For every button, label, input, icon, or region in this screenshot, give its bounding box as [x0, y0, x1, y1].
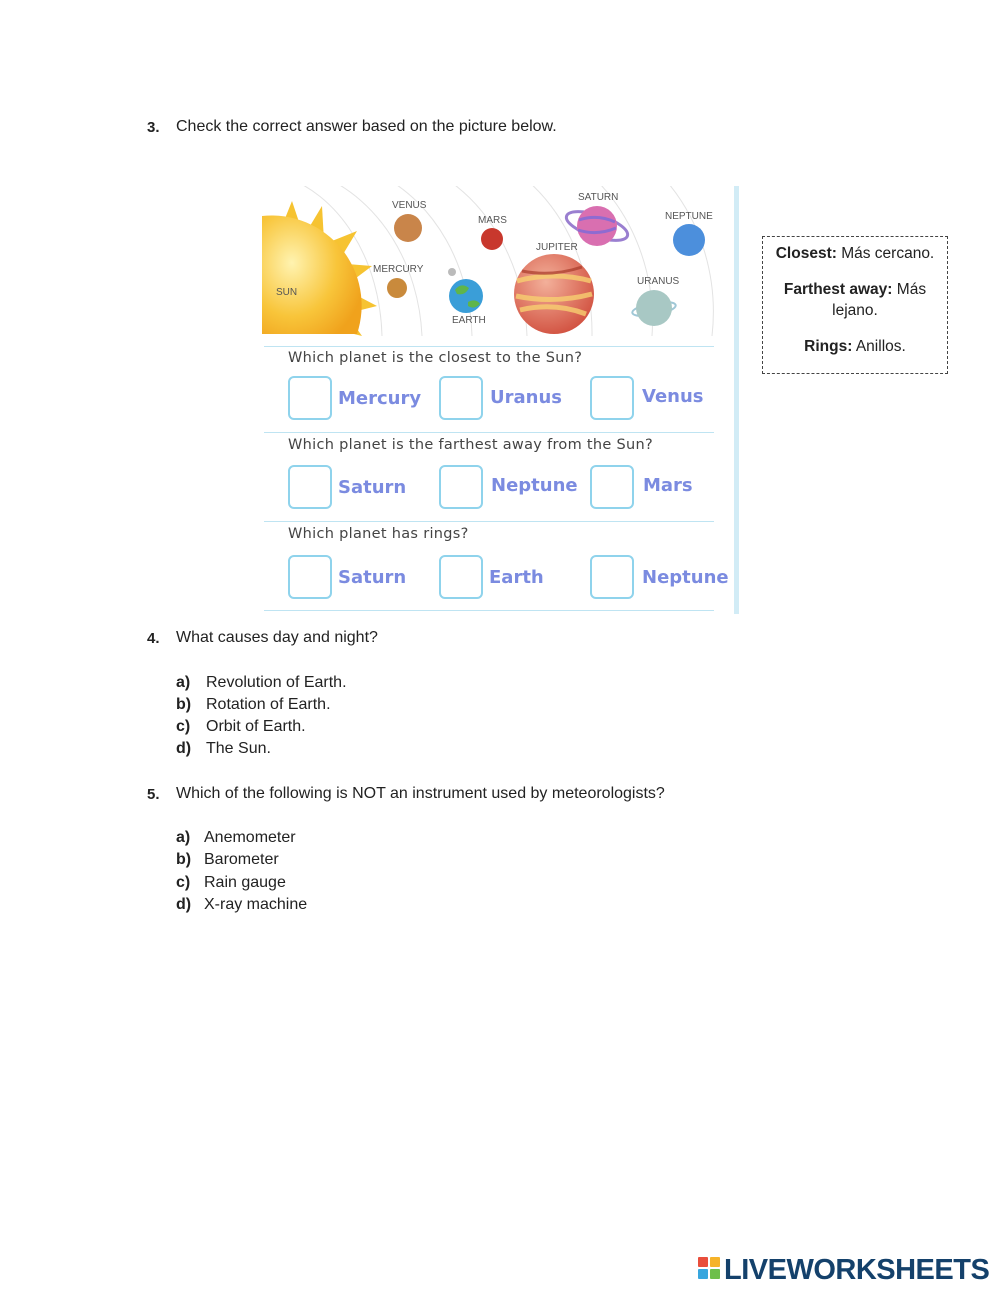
sun-label: SUN — [276, 287, 298, 298]
worksheet-divider — [264, 610, 714, 611]
earth-label: EARTH — [452, 315, 486, 326]
worksheet-divider — [264, 521, 714, 522]
worksheet-divider — [264, 432, 714, 433]
glossary-definition: Más cercano. — [841, 245, 935, 262]
neptune-graphic — [673, 224, 705, 256]
question-5-option-c[interactable] — [176, 874, 286, 892]
answer-label-neptune-farthest: Neptune — [491, 475, 578, 496]
glossary-definition: Anillos. — [855, 338, 906, 355]
glossary-item-closest — [771, 243, 939, 264]
answer-label-mercury: Mercury — [338, 388, 422, 409]
question-4-option-b[interactable] — [176, 696, 331, 714]
option-letter: a) — [176, 674, 191, 691]
mars-graphic — [481, 228, 503, 250]
jupiter-label: JUPITER — [536, 242, 578, 253]
question-5-number: 5. — [147, 786, 160, 803]
question-5-option-b[interactable] — [176, 851, 279, 869]
saturn-graphic — [563, 206, 631, 247]
answer-checkbox-neptune-rings[interactable] — [590, 555, 634, 599]
mercury-label: MERCURY — [373, 264, 424, 275]
glossary-definition: Más lejano. — [832, 281, 927, 319]
moon-graphic — [448, 268, 456, 276]
logo-text: LIVEWORKSHEETS — [724, 1254, 990, 1286]
question-4-text: What causes day and night? — [176, 629, 378, 646]
option-letter: a) — [176, 829, 191, 846]
worksheet-divider — [264, 346, 714, 347]
worksheet-question-2: Which planet is the farthest away from the Sun? — [288, 437, 654, 453]
question-5-option-d[interactable] — [176, 896, 307, 914]
answer-checkbox-saturn-farthest[interactable] — [288, 465, 332, 509]
option-letter: d) — [176, 896, 192, 913]
question-4-option-c[interactable] — [176, 718, 306, 736]
answer-checkbox-uranus[interactable] — [439, 376, 483, 420]
question-5-text: Which of the following is NOT an instrument used by meteorologists? — [176, 785, 665, 802]
option-text: The Sun. — [206, 740, 271, 757]
option-text: Rotation of Earth. — [206, 696, 331, 713]
option-letter: c) — [176, 718, 191, 735]
glossary-item-rings — [771, 336, 939, 357]
option-text: Orbit of Earth. — [206, 718, 306, 735]
answer-checkbox-mars[interactable] — [590, 465, 634, 509]
worksheet-edge — [734, 186, 739, 614]
worksheet-question-3: Which planet has rings? — [288, 526, 469, 542]
answer-label-uranus: Uranus — [490, 387, 562, 408]
question-3-text: Check the correct answer based on the picture below. — [176, 118, 557, 135]
question-4-option-d[interactable] — [176, 740, 271, 758]
glossary-item-farthest — [781, 279, 929, 321]
answer-checkbox-mercury[interactable] — [288, 376, 332, 420]
answer-checkbox-saturn-rings[interactable] — [288, 555, 332, 599]
answer-label-saturn-rings: Saturn — [338, 567, 407, 588]
glossary-term: Closest: — [775, 245, 837, 262]
question-3-number: 3. — [147, 119, 160, 136]
option-text: Revolution of Earth. — [206, 674, 347, 691]
answer-checkbox-earth[interactable] — [439, 555, 483, 599]
glossary-term: Farthest away: — [783, 281, 893, 298]
saturn-label: SATURN — [578, 192, 619, 203]
jupiter-graphic — [514, 254, 594, 334]
logo-cube-icon — [698, 1257, 720, 1279]
option-letter: c) — [176, 874, 191, 891]
question-5-option-a[interactable] — [176, 829, 296, 847]
question-4-option-a[interactable] — [176, 674, 347, 692]
option-text: Rain gauge — [204, 874, 286, 891]
option-letter: d) — [176, 740, 192, 757]
mercury-graphic — [387, 278, 407, 298]
glossary-box — [762, 236, 948, 374]
option-letter: b) — [176, 696, 192, 713]
answer-checkbox-neptune-farthest[interactable] — [439, 465, 483, 509]
option-text: Barometer — [204, 851, 279, 868]
venus-label: VENUS — [392, 200, 427, 211]
sun-graphic — [262, 201, 377, 336]
glossary-term: Rings: — [804, 338, 853, 355]
option-text: X-ray machine — [204, 896, 308, 913]
answer-label-neptune-rings: Neptune — [642, 567, 729, 588]
option-letter: b) — [176, 851, 192, 868]
earth-graphic — [449, 279, 483, 313]
venus-graphic — [394, 214, 422, 242]
answer-label-saturn-farthest: Saturn — [338, 477, 407, 498]
neptune-label: NEPTUNE — [665, 211, 713, 222]
uranus-graphic — [631, 290, 676, 326]
answer-label-venus: Venus — [642, 386, 704, 407]
option-text: Anemometer — [204, 829, 296, 846]
worksheet-question-1: Which planet is the closest to the Sun? — [288, 350, 583, 366]
answer-checkbox-venus[interactable] — [590, 376, 634, 420]
solar-system-illustration — [262, 186, 740, 346]
question-4-number: 4. — [147, 630, 160, 647]
mars-label: MARS — [478, 215, 507, 226]
uranus-label: URANUS — [637, 276, 680, 287]
answer-label-mars: Mars — [643, 475, 693, 496]
solar-system-worksheet — [262, 186, 740, 614]
answer-label-earth: Earth — [489, 567, 544, 588]
